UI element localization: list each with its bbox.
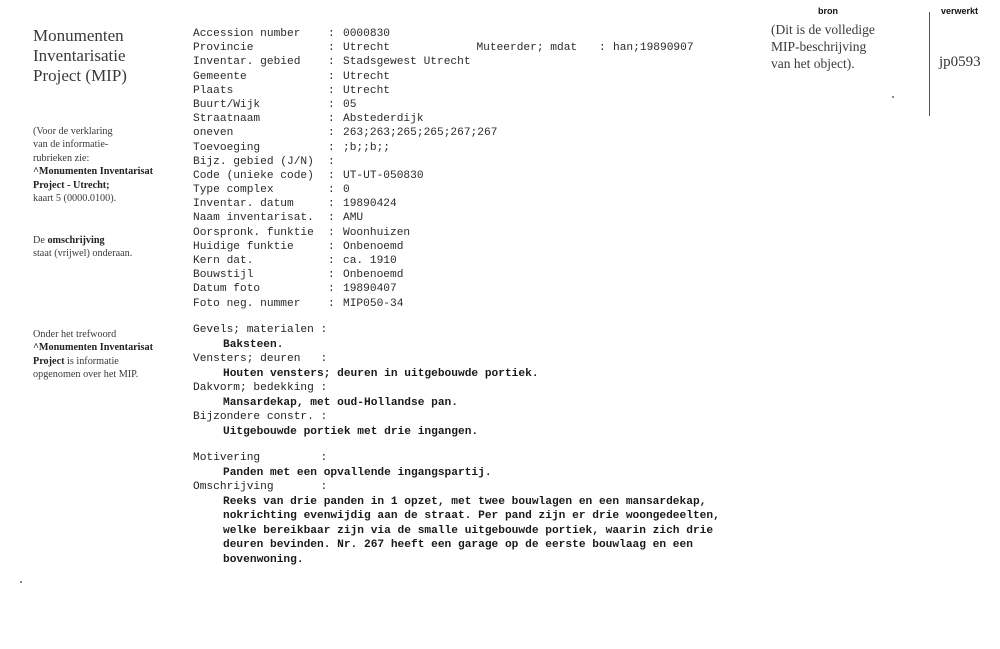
- field-colon: :: [328, 141, 335, 154]
- section-text-bijzondere: Uitgebouwde portiek met drie ingangen.: [223, 425, 479, 438]
- muteerder-label: Muteerder; mdat: [476, 42, 578, 55]
- note-line: van de informatie-: [33, 139, 109, 151]
- field-colon: :: [328, 169, 335, 182]
- field-value: ca. 1910: [343, 255, 397, 267]
- spacer: [193, 439, 720, 451]
- section-label-motivering: Motivering :: [193, 452, 328, 464]
- note-text: De: [33, 235, 48, 246]
- note-line: opgenomen over het MIP.: [33, 369, 139, 381]
- field-label: Toevoeging: [193, 141, 261, 154]
- title-line: Project (MIP): [33, 66, 127, 85]
- note-line: rubrieken zie:: [33, 152, 90, 164]
- field-label: Inventar. gebied: [193, 56, 301, 69]
- field-label: Foto neg. nummer: [193, 297, 301, 310]
- field-colon: :: [599, 42, 606, 55]
- field-colon: :: [328, 184, 335, 197]
- note-line: van het object).: [771, 56, 855, 71]
- field-label: Provincie: [193, 42, 254, 55]
- section-label-omschrijving: Omschrijving :: [193, 481, 328, 493]
- section-text-gevels: Baksteen.: [223, 338, 284, 351]
- field-value: 0: [343, 184, 350, 197]
- section-label-bijzondere: Bijzondere constr. :: [193, 411, 328, 423]
- field-colon: :: [328, 240, 335, 253]
- field-value: 263;263;265;265;267;267: [343, 127, 498, 140]
- field-colon: :: [328, 113, 335, 126]
- field-label: Code (unieke code): [193, 169, 314, 182]
- note-bold: omschrijving: [47, 235, 105, 246]
- field-colon: :: [328, 297, 335, 310]
- section-text-omschrijving: welke bereikbaar zijn via de smalle uitgebouwde portiek, waarin zich drie: [223, 524, 714, 537]
- field-value: Abstederdijk: [343, 113, 424, 126]
- field-value: AMU: [343, 212, 364, 225]
- field-colon: :: [328, 198, 335, 211]
- bron-label: bron: [818, 6, 838, 16]
- note-line: (Dit is de volledige: [771, 22, 875, 37]
- note-line: staat (vrijwel) onderaan.: [33, 248, 133, 260]
- field-colon: :: [328, 84, 335, 97]
- field-value: Utrecht: [343, 70, 390, 83]
- section-text-omschrijving: Reeks van drie panden in 1 opzet, met twee bouwlagen en een mansardekap,: [223, 495, 707, 508]
- field-label: Naam inventarisat.: [193, 212, 314, 225]
- field-label: Accession number: [193, 28, 301, 40]
- field-value: 0000830: [343, 28, 390, 40]
- section-text-omschrijving: bovenwoning.: [223, 553, 304, 566]
- field-colon: :: [328, 255, 335, 267]
- verwerkt-label: verwerkt: [941, 6, 979, 16]
- vertical-divider: [929, 12, 930, 116]
- field-value: Utrecht: [343, 84, 390, 97]
- field-value: UT-UT-050830: [343, 169, 424, 182]
- muteerder-field: [463, 27, 694, 55]
- field-value: Onbenoemd: [343, 269, 404, 282]
- field-value: 19890407: [343, 283, 397, 296]
- field-value: Utrecht: [343, 42, 390, 55]
- title-line: Inventarisatie: [33, 46, 126, 65]
- section-text-vensters: Houten vensters; deuren in uitgebouwde portiek.: [223, 367, 539, 380]
- section-label-gevels: Gevels; materialen :: [193, 324, 328, 336]
- section-text-dakvorm: Mansardekap, met oud-Hollandse pan.: [223, 396, 458, 409]
- field-label: Type complex: [193, 184, 274, 197]
- title-line: Monumenten: [33, 26, 124, 45]
- field-value: 19890424: [343, 198, 397, 211]
- field-colon: :: [328, 70, 335, 83]
- section-text-motivering: Panden met een opvallende ingangspartij.: [223, 466, 492, 479]
- field-label: Plaats: [193, 84, 234, 97]
- field-colon: :: [328, 226, 335, 239]
- legend-reference-note: [33, 125, 193, 205]
- field-colon: :: [328, 56, 335, 69]
- description-sections: [193, 323, 720, 567]
- field-value: Woonhuizen: [343, 226, 411, 239]
- field-colon: :: [328, 127, 335, 140]
- keyword-note: [33, 328, 193, 382]
- reference-link-text: Project: [33, 355, 65, 367]
- field-colon: :: [328, 42, 335, 55]
- field-colon: :: [328, 212, 335, 225]
- field-value: Stadsgewest Utrecht: [343, 56, 471, 69]
- description-location-note: [33, 234, 193, 261]
- field-label: Inventar. datum: [193, 198, 294, 211]
- field-label: Buurt/Wijk: [193, 98, 261, 111]
- field-colon: :: [328, 28, 335, 40]
- full-description-note: [771, 21, 875, 72]
- field-colon: :: [328, 98, 335, 111]
- note-line: (Voor de verklaring: [33, 126, 113, 137]
- field-label: Datum foto: [193, 283, 261, 296]
- muteerder-value: han;19890907: [613, 42, 694, 55]
- field-label: Bouwstijl: [193, 269, 254, 282]
- section-text-omschrijving: deuren bevinden. Nr. 267 heeft een garage op de eerste bouwlaag en een: [223, 539, 693, 551]
- field-value: MIP050-34: [343, 297, 404, 310]
- section-label-vensters: Vensters; deuren :: [193, 353, 328, 365]
- field-label: Huidige funktie: [193, 240, 294, 253]
- reference-link-text: Project - Utrecht;: [33, 179, 110, 191]
- field-label: Oorspronk. funktie: [193, 226, 314, 239]
- note-line: kaart 5 (0000.0100).: [33, 193, 117, 205]
- note-line: Onder het trefwoord: [33, 329, 117, 340]
- section-text-omschrijving: nokrichting evenwijdig aan de straat. Per pand zijn er drie woongedeelten,: [223, 510, 720, 522]
- field-label: Gemeente: [193, 70, 247, 83]
- document-id: jp0593: [939, 54, 981, 70]
- note-text: is informatie: [64, 355, 119, 367]
- field-colon: :: [328, 283, 335, 296]
- field-label: Kern dat.: [193, 255, 254, 267]
- field-label: oneven: [193, 127, 234, 140]
- field-colon: :: [328, 269, 335, 282]
- mip-title: [33, 26, 127, 86]
- reference-link-text: ^Monumenten Inventarisat: [33, 166, 153, 178]
- field-colon: :: [328, 155, 335, 168]
- field-label: Straatnaam: [193, 113, 261, 126]
- section-label-dakvorm: Dakvorm; bedekking :: [193, 382, 328, 394]
- note-line: MIP-beschrijving: [771, 39, 867, 54]
- field-value: Onbenoemd: [343, 240, 404, 253]
- field-value: 05: [343, 98, 357, 111]
- reference-link-text: ^Monumenten Inventarisat: [33, 342, 153, 354]
- scan-speck: [20, 581, 22, 583]
- field-label: Bijz. gebied (J/N): [193, 155, 314, 168]
- field-value: ;b;;b;;: [343, 141, 390, 154]
- scan-speck: [892, 96, 894, 98]
